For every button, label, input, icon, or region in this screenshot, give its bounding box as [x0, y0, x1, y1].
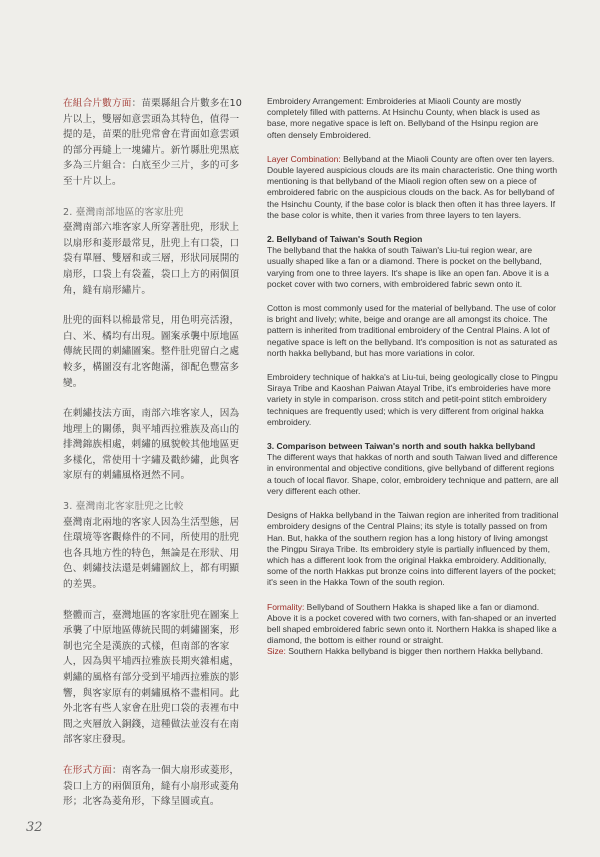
chinese-column — [63, 96, 249, 825]
paragraph-designs-en: Designs of Hakka bellyband in the Taiwan region are inherited from traditional embroidery designs of the Central Plains; its style is totally passed on from Han. But, hakka of the southern region has a long history of living amongst the Pingpu Siraya Tribe. Its embroidery style is partially influenced by them, which has a different look from the original Hakka embroidery. Additionally, some of the north Hakkas put bronze coins into different layers of the pocket; it's seen in the Hakka Town of the south region. — [267, 510, 559, 588]
text-size-en: Southern Hakka bellyband is bigger then northern Hakka bellyband. — [285, 646, 543, 657]
heading-section-3-zh: 3. 臺灣南北客家肚兜之比較 — [63, 501, 184, 513]
english-column — [267, 96, 559, 671]
paragraph-layer-en — [267, 154, 559, 221]
text-comparison-en: The different ways that hakkas of north and south Taiwan lived and difference in environmental and objective conditions, give bellyband of different regions a touch of local flavor. Shape, color, embroidery technique and pattern, are all very different each other. — [267, 452, 559, 496]
label-combination: 在組合片數方面 — [63, 98, 132, 109]
paragraph-form-zh — [63, 763, 249, 810]
paragraph-technique-zh: 在刺繡技法方面，南部六堆客家人，因為地理上的關係，與平埔西拉雅族及高山的排灣錦族相處，刺繡的風貌較其他地區更多樣化，常使用十字繡及戳紗繡，此與客家原有的刺繡風格迥然不同。 — [63, 408, 240, 482]
paragraph-material-zh: 肚兜的面料以棉最常見，用色明亮活潑，白、米、橘均有出現。圖案承襲中原地區傳統民間的刺繡圖案。整件肚兜留白之處較多，構圖沒有北客飽滿，卻配色豐富多變。 — [63, 315, 240, 389]
paragraph-overall-zh: 整體而言，臺灣地區的客家肚兜在圖案上承襲了中原地區傳統民間的刺繡圖案，形制也完全是漢族的式樣，但南部的客家人，因為與平埔西拉雅族長期夾雜相處，刺繡的風格有部分受到平埔西拉雅族的影響，與客家原有的刺繡風格不盡相同。此外北客有些人家會在肚兜口袋的表裡布中間之夾層放入銅錢，這種做法並沒有在南部客家庄發現。 — [63, 609, 240, 746]
section-3-zh — [63, 499, 249, 593]
paragraph-combination — [63, 96, 249, 190]
section-3-en — [267, 441, 559, 497]
section-2-zh — [63, 205, 249, 299]
paragraph-arrangement-en: Embroidery Arrangement: Embroideries at Miaoli County are mostly completely filled with patterns. At Hsinchu County, when black is used as base, more negative space is left on. Bellyband of the Hsinpu region are often densely Embroidered. — [267, 96, 540, 140]
paragraph-technique-en: Embroidery technique of hakka's at Liu-tui, being geologically close to Pingpu Siraya Tribe and Kaoshan Paiwan Atayal Tribe, it's embroideries have more variety in style in comparison. cross stitch and petit-point stitch embroidery techniques are frequently used; which is very different from original hakka embroidery. — [267, 372, 558, 427]
label-form: 在形式方面 — [63, 764, 112, 776]
text-comparison-zh: 臺灣南北兩地的客家人因為生活型態，居住環境等客觀條件的不同，所使用的肚兜也各具地方性的特色，無論是在形狀、用色、刺繡技法還是刺繡圖紋上，都有明顯的差異。 — [63, 516, 240, 591]
text-formality-en: Bellyband of Southern Hakka is shaped like a fan or diamond. Above it is a pocket covered with two corners, with fan-shaped or an inverted bell shaped embroidered fabric sewn onto it. Northern Hakka is shaped like a diamond, the bottom is either round or straight. — [267, 601, 557, 646]
label-size: Size: — [267, 646, 286, 657]
page-number: 32 — [26, 820, 43, 835]
paragraph-material-en: Cotton is most commonly used for the material of bellyband. The use of color is bright and lively; white, beige and orange are all amongst its choice. The pattern is inherited from traditional embroidery of the Central Plains. A lot of negative space is left on the bellyband. It's composition is not as saturated as north hakka bellyband, but has more variations in color. — [267, 303, 558, 358]
section-2-en — [267, 234, 559, 290]
text-south-shape-en: The bellyband that the hakka of south Taiwan's Liu-tui region wear, are usually shaped like a fan or a diamond. There is pocket on the bellyband, varying from one to three layers. It's shape is like an open fan. Above it is a pocket cover with two corners, with embroidered fabric sewn onto it. — [267, 245, 549, 289]
heading-section-2-en: 2. Bellyband of Taiwan's South Region — [267, 234, 423, 245]
text-combination: ：苗栗縣組合片數多在10片以上，雙層如意雲頭為其特色，值得一提的是，苗栗的肚兜常會在背面如意雲頭的部分再縫上一塊繡片。新竹縣肚兜黑底多為三片組合：白底至少三片，多的可多至十片以上。 — [63, 98, 243, 187]
text-layer-en: Bellyband at the Miaoli County are often over ten layers. Double layered auspicious clouds are its main characteristic. One thing worth mentioning is that bellyband of the Miaoli region often sew on a piece of embroidered fabric on the auspicious clouds on the back. As for bellyband of the Hsinchu County, if the base color is black then often it has three layers. If the base color is white, then it varies from three layers to ten layers. — [267, 153, 558, 220]
label-layer-combination: Layer Combination: — [267, 153, 341, 164]
text-form-zh: ：南客為一個大扇形或菱形，袋口上方的兩個頂角，縫有小扇形或菱角形；北客為菱角形，下緣呈圓或直。 — [63, 764, 240, 808]
label-formality: Formality: — [267, 601, 305, 612]
heading-section-2-zh: 2. 臺灣南部地區的客家肚兜 — [63, 206, 184, 218]
text-south-shape-zh: 臺灣南部六堆客家人所穿著肚兜，形狀上以扇形和菱形最常見，肚兜上有口袋，口袋有單層、雙層和或三層，形狀同展開的扇形，口袋上有袋蓋，袋口上方的兩個頂角，縫有扇形繡片。 — [63, 222, 240, 296]
paragraph-formality-size-en — [267, 602, 559, 658]
heading-section-3-en: 3. Comparison between Taiwan's north and south hakka bellyband — [267, 441, 536, 452]
